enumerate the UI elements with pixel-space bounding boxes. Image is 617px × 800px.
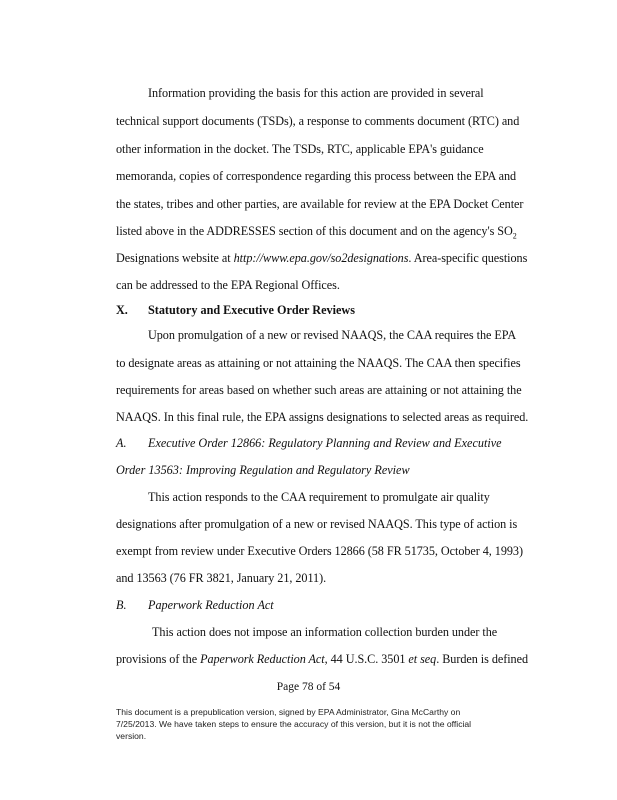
paragraph-line: Upon promulgation of a new or revised NAAQS, the CAA requires the EPA (148, 328, 517, 342)
page-number: Page 78 of 54 (276, 681, 341, 693)
section-title: Statutory and Executive Order Reviews (148, 303, 355, 317)
paragraph-line: designations after promulgation of a new or revised NAAQS. This type of action is (116, 517, 518, 531)
line-text: . Burden is defined (436, 652, 529, 666)
paragraph-line: technical support documents (TSDs), a response to comments document (RTC) and (116, 114, 520, 128)
footer-line: 7/25/2013. We have taken steps to ensure the accuracy of this version, but it is not the official (116, 719, 472, 729)
paragraph-line: can be addressed to the EPA Regional Offices. (116, 278, 340, 292)
subsection-number: B. (116, 598, 127, 612)
paragraph-line: memoranda, copies of correspondence regarding this process between the EPA and (116, 169, 517, 183)
subsection-number: A. (116, 436, 127, 450)
paragraph-line: This action does not impose an information collection burden under the (152, 625, 498, 639)
paragraph-line: Information providing the basis for this action are provided in several (148, 86, 484, 100)
paragraph-line: exempt from review under Executive Orders 12866 (58 FR 51735, October 4, 1993) (116, 544, 523, 558)
paragraph-line (116, 223, 516, 239)
subsection-title: Order 13563: Improving Regulation and Regulatory Review (116, 463, 410, 477)
act-title: Paperwork Reduction Act (200, 652, 325, 666)
et-seq: et seq (408, 652, 437, 666)
subsection-title: Paperwork Reduction Act (148, 598, 274, 612)
website-link[interactable]: http://www.epa.gov/so2designations (233, 251, 409, 265)
paragraph-line: NAAQS. In this final rule, the EPA assigns designations to selected areas as required. (116, 410, 529, 424)
line-text: Designations website at (116, 251, 234, 265)
paragraph-line: the states, tribes and other parties, are available for review at the EPA Docket Center (116, 197, 524, 211)
paragraph-line: requirements for areas based on whether such areas are attaining or not attaining the (116, 383, 522, 397)
paragraph-line (116, 651, 529, 667)
subsection-title: Executive Order 12866: Regulatory Planning and Review and Executive (148, 436, 502, 450)
footer-line: version. (116, 731, 147, 741)
paragraph-line: other information in the docket. The TSDs, RTC, applicable EPA's guidance (116, 142, 484, 156)
paragraph-line (116, 250, 528, 266)
section-number: X. (116, 303, 128, 317)
line-text: provisions of the (116, 652, 201, 666)
line-text: listed above in the ADDRESSES section of this document and on the agency's SO (116, 224, 513, 238)
paragraph-line: to designate areas as attaining or not attaining the NAAQS. The CAA then specifies (116, 356, 521, 370)
subscript: 2 (512, 231, 517, 241)
paragraph-line: and 13563 (76 FR 3821, January 21, 2011). (116, 571, 327, 585)
paragraph-line: This action responds to the CAA requirement to promulgate air quality (148, 490, 490, 504)
line-text: , 44 U.S.C. 3501 (324, 652, 409, 666)
line-text: . Area-specific questions (408, 251, 528, 265)
footer-line: This document is a prepublication version, signed by EPA Administrator, Gina McCarthy on (116, 707, 461, 717)
